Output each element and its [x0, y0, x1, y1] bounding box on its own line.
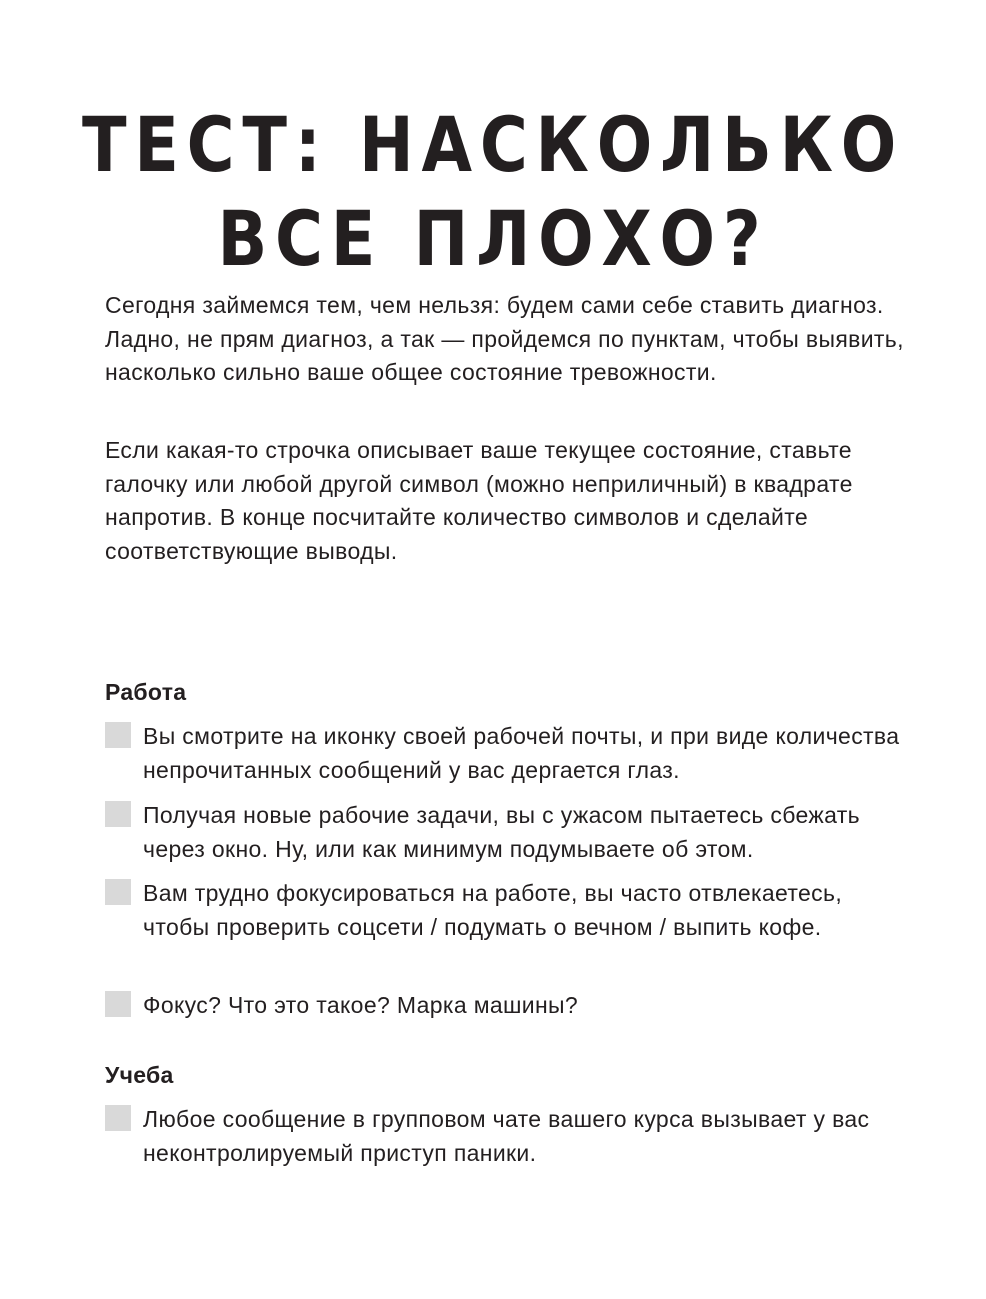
checklist-item-text: Любое сообщение в групповом чате вашего курса вызывает у вас неконтролируемый приступ паники. [143, 1106, 870, 1166]
checklist-item-text: Получая новые рабочие задачи, вы с ужасом пытаетесь сбежать через окно. Ну, или как минимум подумываете об этом. [143, 802, 861, 862]
intro-paragraph-1: Сегодня займемся тем, чем нельзя: будем сами себе ставить диагноз. Ладно, не прям диагноз, а так — пройдемся по пунктам, чтобы выявить, насколько сильно ваше общее состояние тревожности. [105, 292, 904, 385]
checkbox[interactable] [105, 879, 131, 905]
checklist-item-text: Фокус? Что это такое? Марка машины? [143, 992, 579, 1018]
checklist-item-text: Вы смотрите на иконку своей рабочей почты, и при виде количества непрочитанных сообщений у вас дергается глаз. [143, 723, 900, 783]
intro-paragraph-2: Если какая-то строчка описывает ваше текущее состояние, ставьте галочку или любой другой символ (можно неприличный) в квадрате напротив. В конце посчитайте количество символов и сделайте соответствующие выводы. [105, 437, 853, 564]
checkbox[interactable] [105, 722, 131, 748]
checkbox[interactable] [105, 1105, 131, 1131]
page-title-line-2: ВСЕ ПЛОХО? [217, 194, 769, 283]
page-title-line-1: ТЕСТ: НАСКОЛЬКО [81, 100, 905, 189]
checkbox[interactable] [105, 801, 131, 827]
page-title [69, 98, 917, 286]
section-title-work: Работа [105, 679, 187, 705]
section-title-study: Учеба [105, 1062, 174, 1088]
checklist-item-text: Вам трудно фокусироваться на работе, вы часто отвлекаетесь, чтобы проверить соцсети / подумать о вечном / выпить кофе. [143, 880, 843, 940]
checkbox[interactable] [105, 991, 131, 1017]
